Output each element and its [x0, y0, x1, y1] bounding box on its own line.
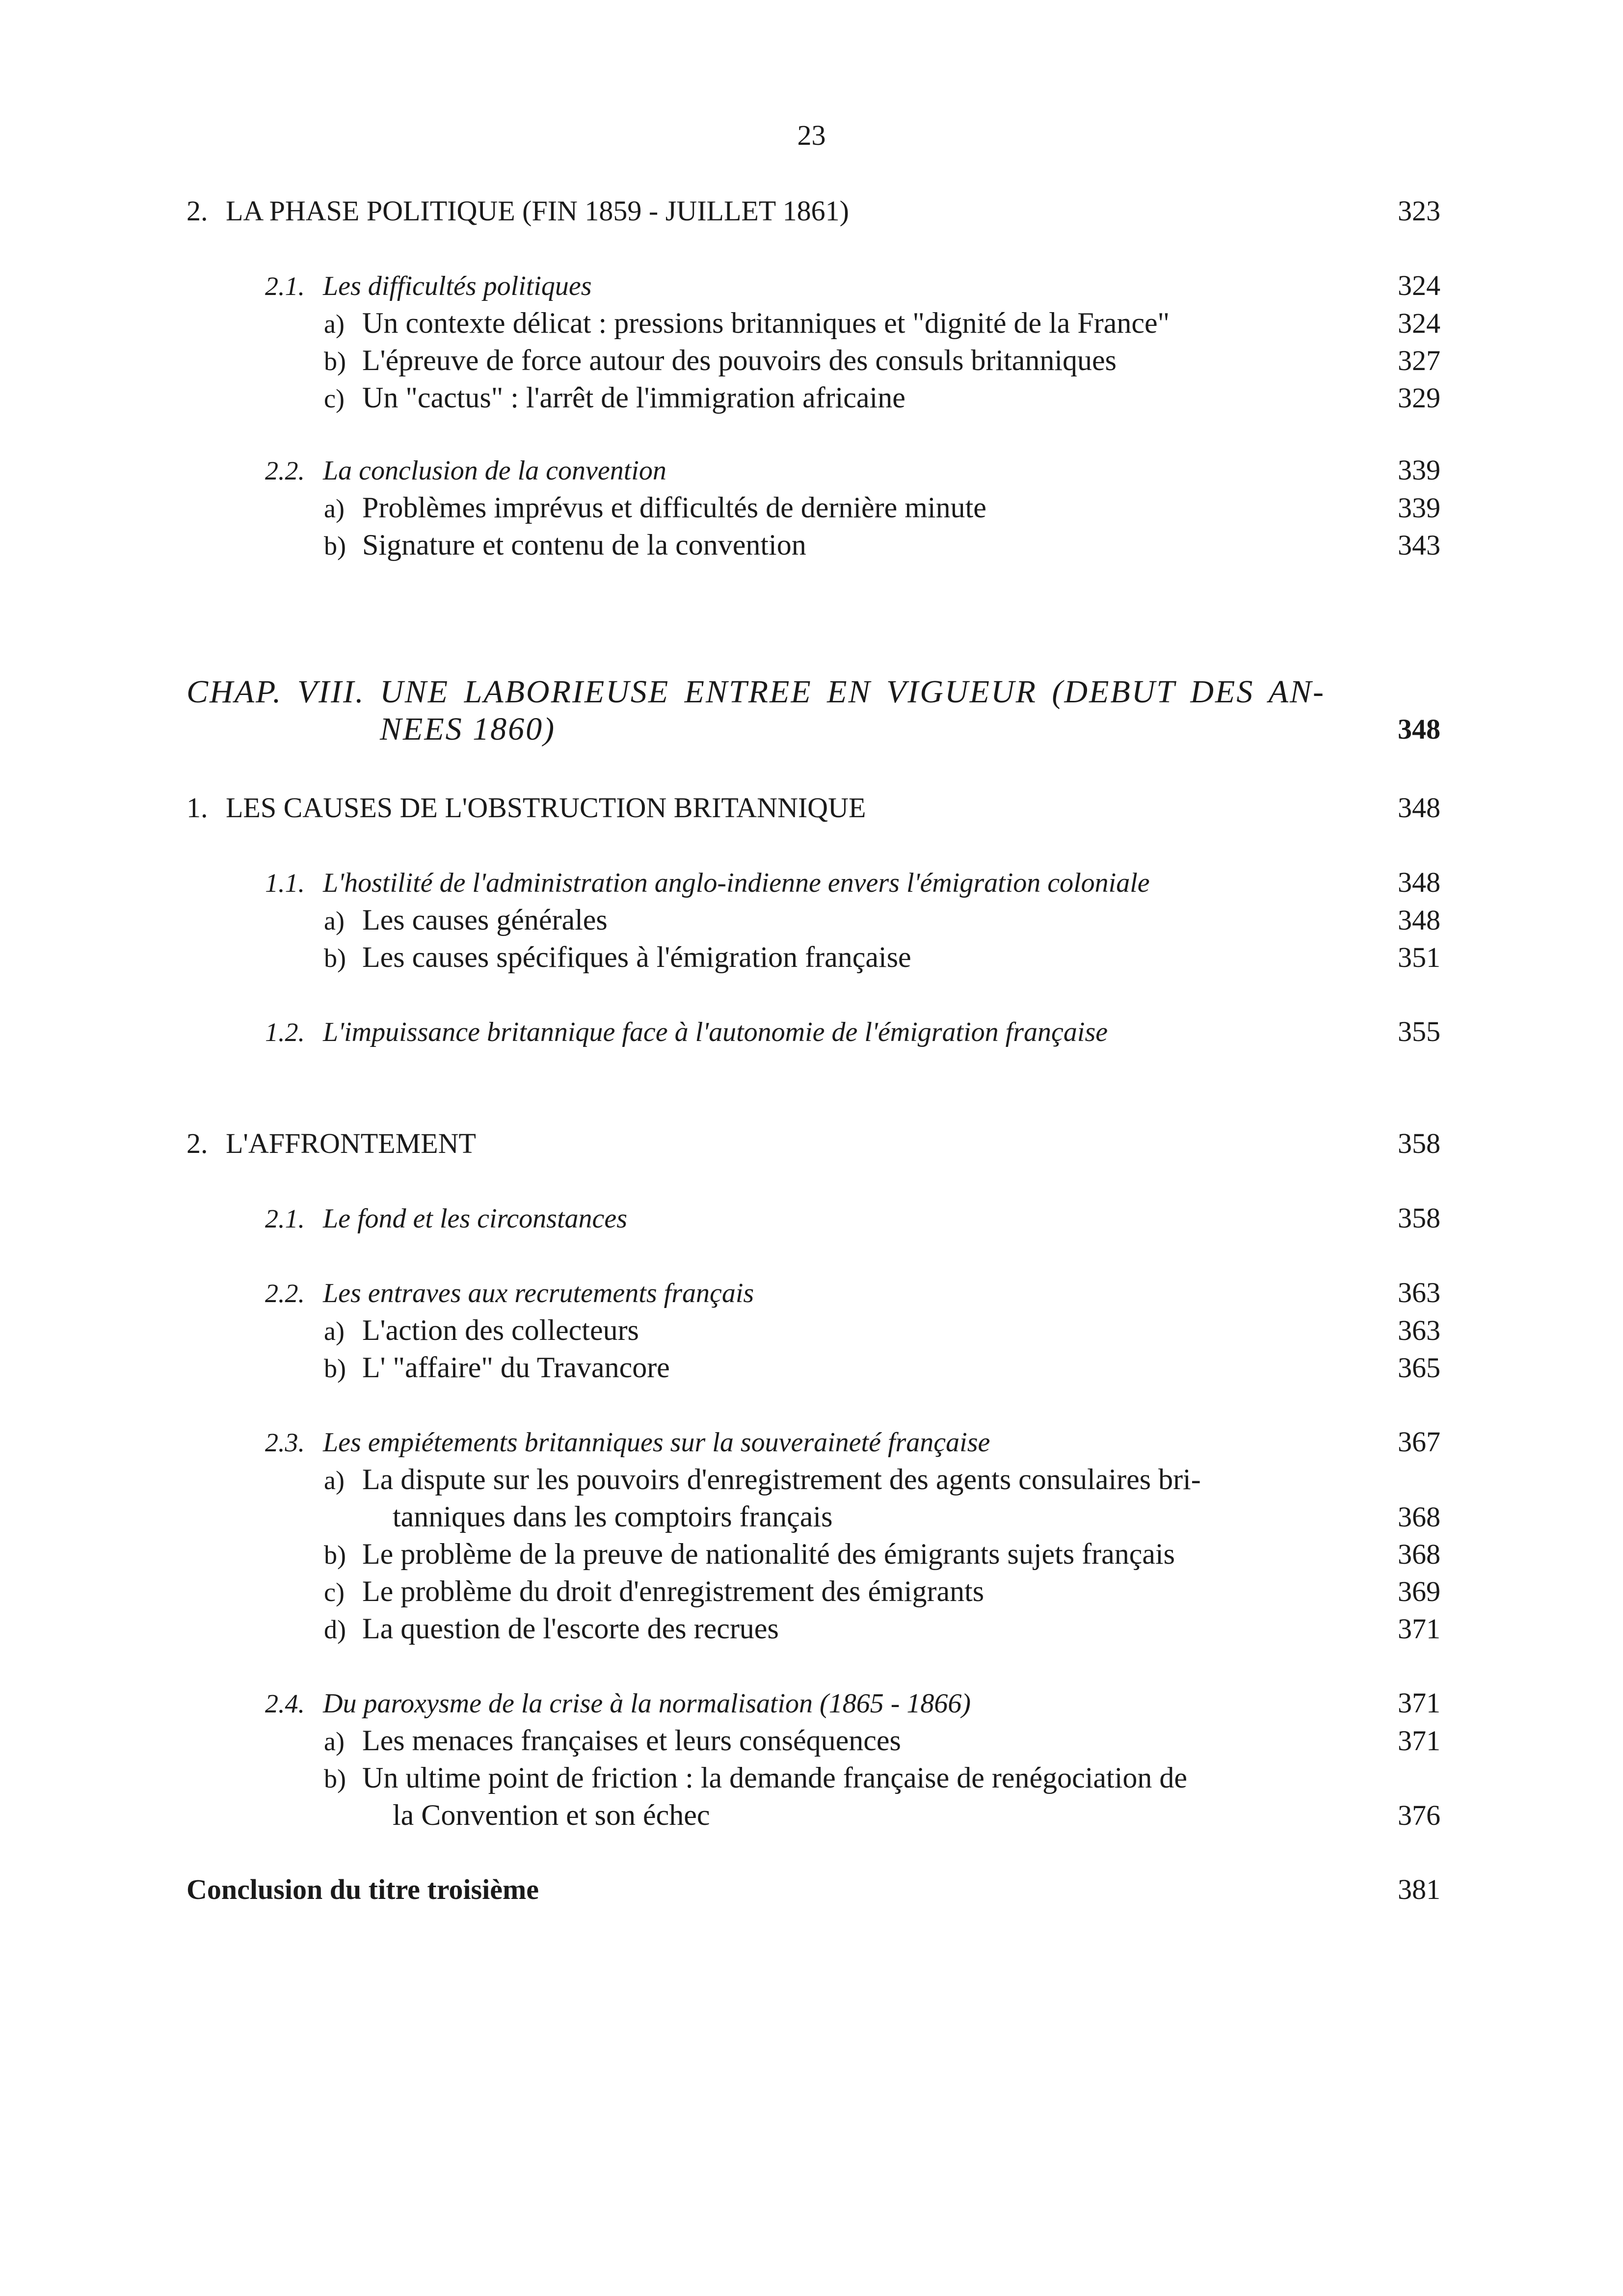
toc-item-2-3-a-line-1[interactable] — [324, 1461, 1326, 1498]
item-title: La question de l'escorte des recrues — [362, 1612, 779, 1645]
page-ref: 348 — [1398, 866, 1440, 898]
page-ref: 327 — [1398, 345, 1440, 376]
toc-subsection-2-2b[interactable] — [265, 1274, 1440, 1311]
toc-item-2-3-a-line-2[interactable] — [393, 1498, 1440, 1535]
subsection-number: 1.2. — [265, 1017, 305, 1047]
subsection-number: 2.4. — [265, 1689, 305, 1718]
item-letter: c) — [324, 384, 345, 413]
toc-item-2-2b-a[interactable] — [324, 1311, 1440, 1349]
chapter-title-line-1: CHAP. VIII. UNE LABORIEUSE ENTREE EN VIGUEUR (DEBUT DES AN- — [186, 674, 1325, 710]
page-ref: 367 — [1398, 1426, 1440, 1458]
section-number: 1. — [186, 792, 208, 824]
page-ref: 371 — [1398, 1725, 1440, 1757]
item-letter: a) — [324, 309, 345, 339]
toc-item-1-1-a[interactable] — [324, 901, 1440, 938]
page-ref: 329 — [1398, 382, 1440, 414]
toc-subsection-1-2[interactable] — [265, 1013, 1440, 1050]
toc-item-2-3-d[interactable] — [324, 1610, 1440, 1647]
page-ref: 371 — [1398, 1613, 1440, 1645]
item-letter: a) — [324, 906, 345, 935]
toc-item-2-4-a[interactable] — [324, 1722, 1440, 1759]
section-number: 2. — [186, 195, 208, 227]
item-title: Un contexte délicat : pressions britanniques et "dignité de la France" — [362, 307, 1170, 339]
item-letter: a) — [324, 1727, 345, 1756]
item-letter: a) — [324, 1316, 345, 1346]
item-title: L' "affaire" du Travancore — [362, 1351, 670, 1384]
item-letter: a) — [324, 1466, 345, 1495]
page-ref: 348 — [1398, 792, 1440, 824]
toc-item-2-3-b[interactable] — [324, 1535, 1440, 1573]
item-title: Signature et contenu de la convention — [362, 529, 806, 561]
toc-item-1-1-b[interactable] — [324, 938, 1440, 976]
item-title: Le problème de la preuve de nationalité des émigrants sujets français — [362, 1538, 1175, 1570]
toc-subsection-1-1[interactable] — [265, 864, 1440, 901]
page-ref: 339 — [1398, 492, 1440, 524]
page-ref: 376 — [1398, 1799, 1440, 1831]
item-title: L'épreuve de force autour des pouvoirs des consuls britanniques — [362, 344, 1117, 376]
page-ref: 358 — [1398, 1127, 1440, 1159]
page-ref: 323 — [1398, 195, 1440, 227]
toc-item-2-1-a[interactable] — [324, 304, 1440, 342]
subsection-title: Le fond et les circonstances — [323, 1203, 628, 1234]
page-number: 23 — [797, 119, 826, 151]
conclusion-title: Conclusion du titre troisième — [186, 1873, 539, 1905]
subsection-number: 1.1. — [265, 868, 305, 898]
subsection-title: Les empiétements britanniques sur la souveraineté française — [323, 1427, 990, 1458]
subsection-title: L'hostilité de l'administration anglo-indienne envers l'émigration coloniale — [323, 868, 1150, 898]
page-ref: 371 — [1398, 1687, 1440, 1719]
subsection-number: 2.2. — [265, 1279, 305, 1308]
subsection-number: 2.2. — [265, 456, 305, 485]
section-title: L'AFFRONTEMENT — [226, 1127, 476, 1159]
item-letter: c) — [324, 1577, 345, 1607]
chapter-page-ref: 348 — [1398, 713, 1440, 745]
toc-section-2-political[interactable] — [186, 192, 1440, 230]
toc-item-2-2-a[interactable] — [324, 489, 1440, 526]
page-ref: 363 — [1398, 1314, 1440, 1346]
page-ref: 343 — [1398, 529, 1440, 561]
item-title: Le problème du droit d'enregistrement des émigrants — [362, 1575, 984, 1607]
section-title: LES CAUSES DE L'OBSTRUCTION BRITANNIQUE — [226, 792, 866, 824]
item-title: Les causes spécifiques à l'émigration française — [362, 941, 911, 973]
item-title: Un "cactus" : l'arrêt de l'immigration africaine — [362, 381, 905, 414]
page-ref: 348 — [1398, 904, 1440, 936]
item-title: La dispute sur les pouvoirs d'enregistrement des agents consulaires bri- — [362, 1463, 1201, 1495]
toc-subsection-2-3[interactable] — [265, 1423, 1440, 1461]
item-title-continued: la Convention et son échec — [393, 1799, 710, 1831]
page-ref: 339 — [1398, 454, 1440, 486]
page-ref: 324 — [1398, 307, 1440, 339]
item-title-continued: tanniques dans les comptoirs français — [393, 1500, 833, 1533]
subsection-title: Les difficultés politiques — [323, 271, 592, 301]
item-title: Problèmes imprévus et difficultés de dernière minute — [362, 491, 986, 524]
toc-subsection-2-2[interactable] — [265, 452, 1440, 489]
toc-item-2-1-b[interactable] — [324, 342, 1440, 379]
page-ref: 363 — [1398, 1277, 1440, 1308]
toc-item-2-3-c[interactable] — [324, 1573, 1440, 1610]
section-title: LA PHASE POLITIQUE (FIN 1859 - JUILLET 1861) — [226, 195, 849, 227]
section-number: 2. — [186, 1127, 208, 1159]
subsection-number: 2.1. — [265, 271, 305, 301]
item-letter: a) — [324, 494, 345, 523]
toc-section-2-affrontement[interactable] — [186, 1125, 1440, 1162]
toc-item-2-2-b[interactable] — [324, 526, 1440, 563]
page-ref: 369 — [1398, 1575, 1440, 1607]
toc-item-2-4-b-line-1[interactable] — [324, 1759, 1326, 1796]
subsection-number: 2.1. — [265, 1204, 305, 1233]
page-ref: 368 — [1398, 1501, 1440, 1533]
item-title: Un ultime point de friction : la demande française de renégociation de — [362, 1762, 1188, 1794]
toc-subsection-2-4[interactable] — [265, 1684, 1440, 1722]
toc-section-1-causes[interactable] — [186, 789, 1440, 827]
page-ref: 365 — [1398, 1352, 1440, 1384]
subsection-title: L'impuissance britannique face à l'autonomie de l'émigration française — [323, 1017, 1108, 1047]
subsection-number: 2.3. — [265, 1428, 305, 1457]
page-ref: 324 — [1398, 269, 1440, 301]
toc-conclusion[interactable] — [186, 1871, 1440, 1908]
toc-chapter-8[interactable] — [186, 673, 1325, 748]
page-ref: 358 — [1398, 1202, 1440, 1234]
item-letter: b) — [324, 531, 346, 561]
page-ref: 368 — [1398, 1538, 1440, 1570]
page-ref: 355 — [1398, 1015, 1440, 1047]
toc-subsection-2-1b[interactable] — [265, 1200, 1440, 1237]
subsection-title: La conclusion de la convention — [323, 455, 666, 486]
toc-item-2-4-b-line-2[interactable] — [393, 1796, 1440, 1834]
page-ref: 351 — [1398, 941, 1440, 973]
item-title: Les menaces françaises et leurs conséquences — [362, 1724, 901, 1757]
chapter-title-line-2: NEES 1860) — [380, 711, 556, 747]
item-title: Les causes générales — [362, 904, 608, 936]
subsection-title: Les entraves aux recrutements français — [323, 1278, 754, 1308]
toc-item-2-1-c[interactable] — [324, 379, 1440, 416]
item-letter: b) — [324, 1764, 346, 1793]
page-ref: 381 — [1398, 1873, 1440, 1905]
item-letter: b) — [324, 1354, 346, 1383]
item-title: L'action des collecteurs — [362, 1314, 639, 1346]
item-letter: d) — [324, 1615, 346, 1644]
item-letter: b) — [324, 347, 346, 376]
toc-subsection-2-1[interactable] — [265, 267, 1440, 304]
item-letter: b) — [324, 1540, 346, 1570]
subsection-title: Du paroxysme de la crise à la normalisation (1865 - 1866) — [323, 1688, 971, 1719]
toc-item-2-2b-b[interactable] — [324, 1349, 1440, 1386]
item-letter: b) — [324, 943, 346, 973]
